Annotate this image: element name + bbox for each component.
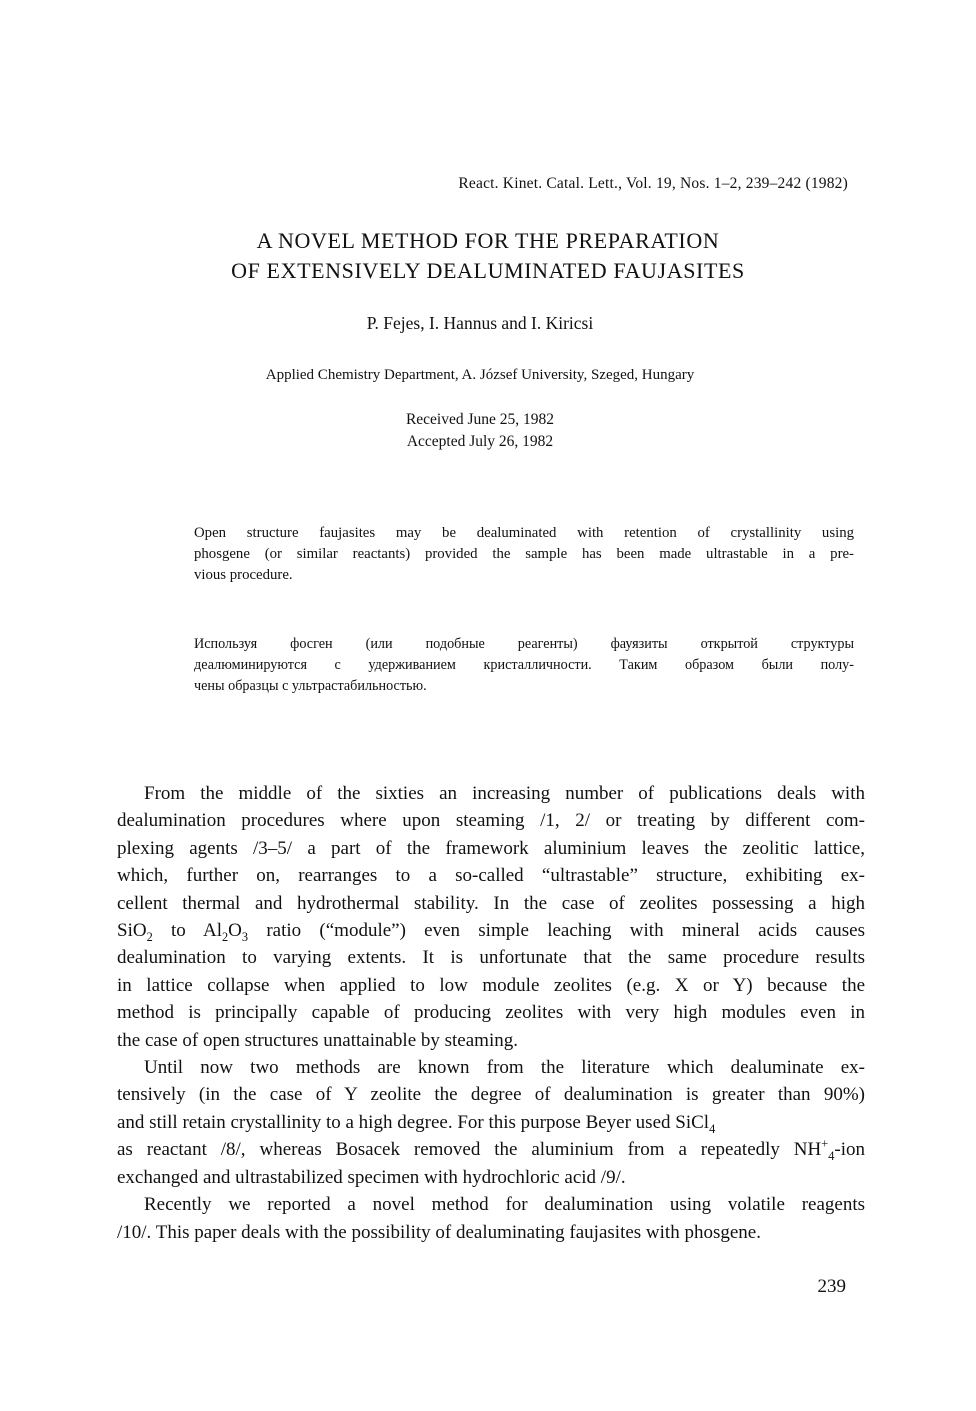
body-line-nh4: as reactant /8/, whereas Bosacek removed the aluminium from a repeatedly $NH^+_4$-ion bbox=[117, 1136, 865, 1164]
body-line: tensively (in the case of Y zeolite the degree of dealumination is greater than 90%) bbox=[117, 1084, 865, 1106]
received-date: Received June 25, 1982 bbox=[405, 411, 555, 428]
body-line: Until now two methods are known from the literature which dealuminate ex- bbox=[144, 1057, 865, 1079]
accepted-date: Accepted July 26, 1982 bbox=[406, 433, 554, 450]
body-line: From the middle of the sixties an increasing number of publications deals with bbox=[144, 783, 865, 804]
abstract-line: Open structure faujasites may be dealuminated with retention of crystallinity using bbox=[194, 525, 854, 541]
body-line: which, further on, rearranges to a so-called “ultrastable” structure, exhibiting ex- bbox=[117, 865, 865, 887]
authors: P. Fejes, I. Hannus and I. Kiricsi bbox=[366, 313, 594, 333]
body-line: exchanged and ultrastabilized specimen with hydrochloric acid /9/. bbox=[117, 1166, 626, 1188]
body-line: method is principally capable of producing zeolites with very high modules even in bbox=[117, 1002, 865, 1024]
abstract-line: Используя фосген (или подобные реагенты) фауязиты открытой структуры bbox=[194, 636, 854, 652]
journal-citation: React. Kinet. Catal. Lett., Vol. 19, Nos. 1–2, 239–242 (1982) bbox=[458, 175, 848, 192]
body-line-sicl4: and still retain crystallinity to a high degree. For this purpose Beyer used SiCl$_4$ bbox=[117, 1111, 716, 1136]
body-line: plexing agents /3–5/ a part of the framework aluminium leaves the zeolitic lattice, bbox=[117, 837, 865, 859]
paper-title bbox=[0, 226, 976, 286]
title-line-1: A NOVEL METHOD FOR THE PREPARATION bbox=[256, 228, 720, 253]
body-line: Recently we reported a novel method for dealumination using volatile reagents bbox=[144, 1194, 865, 1216]
abstract-line: phosgene (or similar reactants) provided the sample has been made ultrastable in a pre- bbox=[194, 546, 854, 562]
dates bbox=[0, 409, 960, 453]
body-line: /10/. This paper deals with the possibility of dealuminating faujasites with phosgene. bbox=[117, 1221, 761, 1243]
abstract-line: vious procedure. bbox=[194, 567, 293, 583]
body-line: the case of open structures unattainable by steaming. bbox=[117, 1029, 518, 1051]
abstract-russian bbox=[194, 634, 854, 697]
page-number: 239 bbox=[817, 1276, 846, 1297]
body-text bbox=[117, 780, 865, 1246]
abstract-line: деалюминируются с удерживанием кристалличности. Таким образом были полу- bbox=[194, 657, 854, 673]
body-line: dealumination procedures where upon steaming /1, 2/ or treating by different com- bbox=[117, 810, 865, 832]
body-line: in lattice collapse when applied to low module zeolites (e.g. X or Y) because the bbox=[117, 974, 865, 996]
affiliation: Applied Chemistry Department, A. József University, Szeged, Hungary bbox=[265, 367, 695, 383]
formula-sio2: SiO$_2$ bbox=[117, 920, 153, 944]
title-line-2: OF EXTENSIVELY DEALUMINATED FAUJASITES bbox=[231, 258, 745, 283]
abstract-line: чены образцы с ультрастабильностью. bbox=[194, 678, 427, 694]
body-line-formula: SiO$_2$ to $Al_2O_3$ ratio (“module”) even simple leaching with mineral acids causes bbox=[117, 920, 866, 944]
body-line: cellent thermal and hydrothermal stability. In the case of zeolites possessing a high bbox=[117, 892, 865, 914]
abstract-english bbox=[194, 523, 854, 586]
body-line: dealumination to varying extents. It is unfortunate that the same procedure results bbox=[117, 947, 865, 969]
